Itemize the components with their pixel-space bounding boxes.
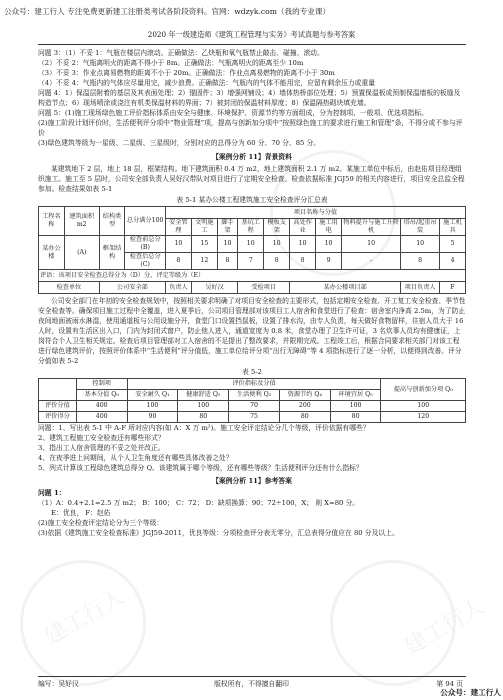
table-cell: 8: [264, 253, 290, 270]
th-area: 建筑面积m2: [64, 207, 99, 236]
footer-copyright: 版权所有，不得擅自翻印: [214, 680, 289, 688]
footer-divider: [38, 676, 466, 677]
table-cell: 10: [217, 236, 237, 253]
table1-title: 表 5-1 某办公楼工程建筑施工安全检查评分汇总表: [176, 196, 328, 204]
row-label: 评价分值: [39, 401, 77, 412]
cell-struct: 框架结构: [99, 236, 125, 270]
footer-page-number: 第 94 页: [436, 680, 463, 688]
th-group: 项目名称与分值: [165, 207, 465, 219]
table-comment: 评语：该项目安全检查总得分为（D）分，评定等级为（E）: [39, 270, 466, 282]
th-item: 施工用电: [316, 219, 342, 236]
table-cell: -: [342, 253, 401, 270]
table-cell: 70: [229, 401, 280, 412]
question-line: 5、列式计算该工程绿色建筑总得分 Q。该建筑属于哪个等级，还有哪些等级？生活便利评分还有什么指标？: [38, 464, 363, 472]
question-line: 问题：1、写出表 5-1 中 A-F 所对应内容(如 A：X 万 m²)。施工安全评定结论分几个等级，评价依据有哪些？: [38, 424, 370, 432]
th-item: 安全管理: [165, 219, 191, 236]
sign-cell: 某办公楼项目部: [290, 282, 401, 294]
case-paragraph-2: 公司安全部门在年初的安全检查规划中，按照相关要求明确了对项目安全检查的主要形式，包括定期安全检查、开工复工安全检查、季节性安全检查等。确保项目施工过程中全覆盖，进入夏季后，公司项目管理部对该项目工人宿舍和食堂进行了检查：宿舍室内净高 2.5m，为了防止夜间地面被雨水淋湿，使用通道板与公用设施分开，食堂门口设置挡鼠板，设置了排水沟，由专人负责，每天做好食物留样，住宿人员大于 16 人时，设置有生活区出入口，门内为封闭式窗户，防止他人进入，通道宽度为 0.8 米，食堂办理了卫生许可证，3 名炊事人员均有健康证，上岗符合个人卫生相关规定。检查后项目管理部对工人宿舍的不足提出了整改要求，并限期完成。工程竣工后，根据合同要求相关部门对该工程进行绿色建筑评价，按照评价体系中“生活便利”评分值低，施工单位给评分项“出行无障碍”等 4 项指标进行了逐一分析，以便得到改善。评分分值如表 5-2: [38, 297, 466, 365]
question-line: 3、指出工人宿舍管理的不妥之处并改正。: [38, 444, 165, 452]
table-cell: 400: [76, 401, 127, 412]
footer-author: 编写：吴好汉: [38, 680, 79, 688]
text-line: 问题 3：（1）不妥 1：气瓶在楼层内滚动。正确做法：乙炔瓶和氧气瓶禁止敲击、碰撞、滚动。: [38, 49, 324, 57]
sign-cell: 受检项目: [238, 282, 290, 294]
table-cell: 80: [279, 412, 330, 423]
th-eval: 评价指标及分值: [127, 379, 381, 390]
th-base: 基本分值 Q₀: [76, 390, 127, 401]
sign-cell: F: [440, 282, 466, 294]
text-line: （2）不妥 2：气瓶离明火的距离不得小于 8m。正确做法：气瓶离明火的距离至少 10m: [38, 59, 304, 67]
table-cell: 75: [229, 412, 280, 423]
question-line: 2、建筑工程施工安全检查还有哪些形式？: [38, 434, 165, 442]
answer-line: E：优良， F：赵佑: [51, 509, 111, 517]
table-cell: 200: [279, 401, 330, 412]
table-cell: 120: [381, 412, 466, 423]
table-cell: 400: [76, 412, 127, 423]
th-extra: 提高与创新加分项 Q₀: [381, 379, 466, 401]
table-cell: 90: [127, 412, 178, 423]
th-item: 塔吊/起重吊装: [401, 219, 440, 236]
sign-cell: 公司安全部: [99, 282, 165, 294]
safety-score-table: [38, 206, 466, 294]
th-col: 安全耐久 Q₁: [127, 390, 178, 401]
th-col: 生活便利 Q₃: [229, 390, 280, 401]
cell-row-label: 检查前总分(B): [125, 236, 165, 253]
cell-row-label: 检查后总分(C): [125, 253, 165, 270]
top-banner: 公众号：建工行人 专注免费更新建工注册类考试各阶段资料。官网：wdzyk.com（我的专业课）: [4, 7, 331, 16]
th-col: 资源节约 Q₄: [279, 390, 330, 401]
th-item: 文明施工: [191, 219, 217, 236]
page-content: [38, 48, 466, 538]
table-cell: 8: [290, 253, 316, 270]
table-cell: 8: [401, 253, 440, 270]
th-blank: [39, 379, 77, 401]
question-line: 4、在夜季进上问期间，从个人卫生角度还有哪些具体改善之处？: [38, 454, 233, 462]
sign-cell: 检查单位: [39, 282, 100, 294]
watermark-text: 建工行人: [400, 594, 490, 661]
header-divider: [38, 44, 466, 45]
sign-cell: 项目负责人: [401, 282, 440, 294]
brand-label: 公众号：建工行人: [440, 688, 501, 697]
th-item: 高处作业: [290, 219, 316, 236]
th-item: 脚手架: [217, 219, 237, 236]
table-cell: 10: [316, 236, 342, 253]
th-struct: 结构类型: [99, 207, 125, 236]
answer-title: 【案例分析 11】参考答案: [212, 477, 292, 485]
row-label: 评价得分: [39, 412, 77, 423]
th-ctrl: 控制项: [76, 379, 127, 390]
table-cell: 7: [238, 253, 264, 270]
table-cell: 8: [165, 253, 191, 270]
table-cell: 10: [238, 236, 264, 253]
table-cell: 10: [401, 236, 440, 253]
th-project: 工程名称: [39, 207, 65, 236]
case-paragraph: 某建筑地下 2 层，地上 18 层，框架结构。地下建筑面积 0.4 万 m2，地上建筑面积 2.1 万 m2。某施工单位中标后，由赵佑项目经理组织施工。施工至 5 层时，公司安全部负责人吴好汉带队对项目进行了定期安全检查。检查依据标准 JGJ59 的相关内容进行，项目安全总监全程参加。检查结果如表 5-1: [38, 165, 465, 193]
watermark-seal: [330, 560, 456, 686]
table-cell: 10: [264, 236, 290, 253]
cell-project: 某办公楼: [39, 236, 65, 270]
sign-cell: 负责人: [165, 282, 191, 294]
document-header: 2020 年一级建造师《建筑工程管理与实务》考试真题与参考答案: [147, 30, 356, 39]
th-item: 模板支架: [264, 219, 290, 236]
answer-line: (2)施工安全检查评定结论分为三个等级：: [38, 519, 164, 527]
text-line: （4）不妥 4：气瓶内的气体应尽量用完，减少浪费。正确做法：气瓶内的气体不能用完，应留有剩余压力或重量: [38, 79, 376, 87]
th-col: 健康舒适 Q₂: [178, 390, 229, 401]
th-item: 物料提升与施工升降机: [343, 219, 399, 234]
text-line: (3)绿色建筑等级为一星级、二星级、三星级时，分别对应的总得分为 60 分、70 分、85 分。: [38, 139, 321, 147]
table-cell: 100: [178, 401, 229, 412]
answer-line: （1）A：0.4+2.1=2.5 万 m2； B：100； C：72； D：缺项换算：90；72÷100，X； 则 X=80 分。: [38, 499, 360, 507]
table-cell: 12: [191, 253, 217, 270]
case-title: 【案例分析 11】背景资料: [212, 153, 292, 161]
sign-cell: 吴好汉: [191, 282, 237, 294]
table-cell: 4: [440, 253, 466, 270]
text-line: （3）不妥 3：作业点离易燃物的距离不小于 20m。正确做法：作业点离易燃物的距离不小于 30m: [38, 69, 335, 77]
table-cell: 100: [381, 401, 466, 412]
answer-line: (3)依据《建筑施工安全检查标准》JGJ59-2011，优良等级：分项检查评分表无零分，汇总表得分值应在 80 分及以上。: [38, 529, 399, 537]
table-cell: 15: [191, 236, 217, 253]
green-building-table: [38, 378, 466, 423]
text-line: (2)施工阶段计划评价时，生活便利评分项中“物业管理”项，提高与创新加分项中“按照绿色施工的要求进行施工和管理”条，不得分或不参与评价: [38, 119, 463, 137]
table-cell: 80: [330, 412, 381, 423]
answer-line: 问题 1：: [38, 489, 66, 497]
table-cell: 5: [440, 236, 466, 253]
table-cell: 80: [178, 412, 229, 423]
watermark-seal: [20, 560, 146, 686]
th-item: 施工机具: [440, 219, 466, 236]
table-cell: 10: [342, 236, 401, 253]
table-cell: 9: [316, 253, 342, 270]
th-col: 环境宜居 Q₅: [330, 390, 381, 401]
watermark-text: 建工行人: [40, 584, 130, 651]
text-line: 问题 5：(1)施工现场绿色施工评价指标体系由安全与健康、环境保护、资源节约等方面组成，分为控制项、一般项、优选项指标。: [38, 109, 428, 117]
table-cell: 8: [217, 253, 237, 270]
cell-area: (A): [64, 236, 99, 270]
table-cell: 10: [165, 236, 191, 253]
text-line: 问题 4：1）保温层附着的基层及其表面处理；2）锚固件；3）增强网铺设；4）墙体热桥部位处理；5）预置保温板或预制保温墙板的板缝及构造节点；6）现场喷涂或浇注有机类保温材料的界面；7）被封闭的保温材料厚度；8）保温隔热砌块填充墙。: [38, 89, 461, 107]
th-total: 总分满分100: [125, 207, 165, 236]
table-cell: 100: [330, 401, 381, 412]
table2-title: 表 5-2: [242, 368, 262, 376]
table-cell: 10: [290, 236, 316, 253]
table-cell: 100: [127, 401, 178, 412]
th-item: 基坑工程: [238, 219, 264, 236]
